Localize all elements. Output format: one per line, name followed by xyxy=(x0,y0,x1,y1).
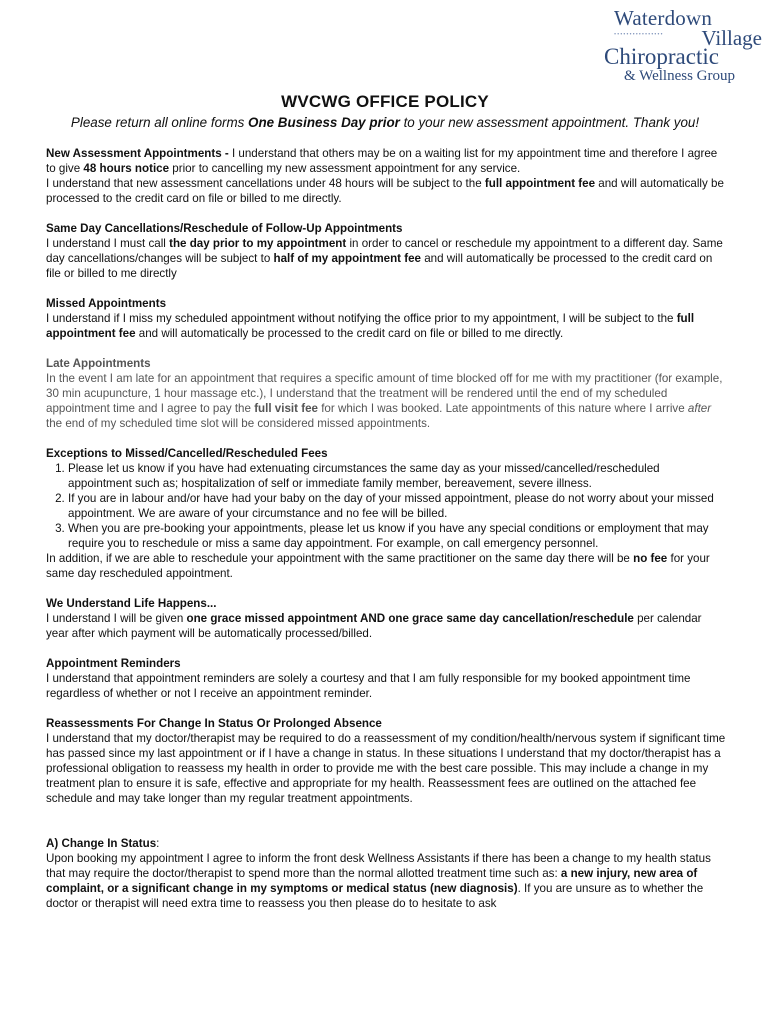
section-heading: Reassessments For Change In Status Or Prolonged Absence xyxy=(46,717,382,730)
page-subtitle: Please return all online forms One Business Day prior to your new assessment appointment. Thank you! xyxy=(70,115,700,130)
section-heading: New Assessment Appointments - xyxy=(46,147,232,160)
section-heading: Exceptions to Missed/Cancelled/Rescheduled Fees xyxy=(46,447,328,460)
exceptions-list xyxy=(46,461,726,551)
section-reminders: Appointment Reminders I understand that appointment reminders are solely a courtesy and that I am fully responsible for my booked appointment time regardless of whether or not I receive an appointment reminder. xyxy=(46,656,726,701)
section-heading: We Understand Life Happens... xyxy=(46,597,217,610)
section-new-assessment: New Assessment Appointments - I understand that others may be on a waiting list for my appointment time and therefore I agree to give 48 hours notice prior to cancelling my new assessment appointment for any service. I understand that new assessment cancellations under 48 hours will be subject to the full appointment fee and will automatically be processed to the credit card on file or billed to me directly. xyxy=(46,147,724,205)
section-heading: Same Day Cancellations/Reschedule of Follow-Up Appointments xyxy=(46,222,403,235)
list-item: 2. If you are in labour and/or have had your baby on the day of your missed appointment, please do not worry about your missed appointment. We are aware of your circumstance and no fee will be billed. xyxy=(68,491,726,521)
section-missed: Missed Appointments I understand if I miss my scheduled appointment without notifying the office prior to my appointment, I will be subject to the full appointment fee and will automatically be processed to the credit card on file or billed to me directly. xyxy=(46,296,726,341)
logo-dots: •••••••••••••••• xyxy=(614,32,664,38)
logo-line-1: Waterdown xyxy=(614,6,713,30)
section-exceptions: Exceptions to Missed/Cancelled/Rescheduled Fees 1. Please let us know if you have had extenuating circumstances the same day as your missed/cancelled/rescheduled appointment such as; hospitalization of self or immediate family member, bereavement, severe illness. 2. If you are in labour and/or have had your baby on the day of your missed appointment, please do not worry about your missed appointment. We are aware of your circumstance and no fee will be billed. 3. When you are pre-booking your appointments, please let us know if you have any special conditions or employment that may require you to reschedule or miss a same day appointment. For example, on call emergency personnel. In addition, if we are able to reschedule your appointment with the same practitioner on the same day there will be no fee for your same day rescheduled appointment. xyxy=(46,446,726,581)
policy-body xyxy=(46,146,726,926)
section-heading: A) Change In Status: xyxy=(46,837,160,850)
section-heading: Missed Appointments xyxy=(46,297,167,310)
logo-line-3: Chiropractic xyxy=(604,44,719,69)
list-item: 1. Please let us know if you have had extenuating circumstances the same day as your missed/cancelled/rescheduled appointment such as; hospitalization of self or immediate family member, bereavement, severe illness. xyxy=(68,461,726,491)
section-heading: Appointment Reminders xyxy=(46,657,181,670)
section-life-happens: We Understand Life Happens... I understand I will be given one grace missed appointment AND one grace same day cancellation/reschedule per calendar year after which payment will be automatically processed/billed. xyxy=(46,596,726,641)
section-reassessments: Reassessments For Change In Status Or Prolonged Absence I understand that my doctor/therapist may be required to do a reassessment of my condition/health/nervous system if significant time has passed since my last appointment or if I have a change in status. In these situations I understand that my doctor/therapist has a professional obligation to reassess my health in order to provide me with the best care possible. This may include a change in my treatment plan to ensure it is safe, effective and appropriate for my health. Reassessment fees are outlined on the attached fee schedule and may take longer than my regular treatment appointments. xyxy=(46,717,726,805)
section-same-day: Same Day Cancellations/Reschedule of Follow-Up Appointments I understand I must call the day prior to my appointment in order to cancel or reschedule my appointment to a different day. Same day cancellations/changes will be subject to half of my appointment fee and will automatically be processed to the credit card on file or billed to me directly xyxy=(46,221,726,281)
logo-line-4: & Wellness Group xyxy=(624,68,736,84)
list-item: 3. When you are pre-booking your appointments, please let us know if you have any special conditions or employment that may require you to reschedule or miss a same day appointment. For example, on call emergency personnel. xyxy=(68,521,726,551)
section-late: Late Appointments In the event I am late for an appointment that requires a specific amount of time blocked off for me with my practitioner (for example, 30 min acupuncture, 1 hour massage etc.), I understand that the treatment will be rendered until the end of my scheduled appointment time and I agree to pay the full visit fee for which I was booked. Late appointments of this nature where I arrive after the end of my scheduled time slot will be considered missed appointments. xyxy=(46,356,726,431)
company-logo xyxy=(602,6,762,86)
section-heading: Late Appointments xyxy=(46,357,151,370)
section-change-in-status: A) Change In Status: Upon booking my appointment I agree to inform the front desk Wellness Assistants if there has been a change to my health status that may require the doctor/therapist to spend more than the normal allotted treatment time such as: a new injury, new area of complaint, or a significant change in my symptoms or medical status (new diagnosis). If you are unsure as to whether the doctor or therapist will need extra time to reassess you then please do to hesitate to ask xyxy=(46,836,726,911)
logo-line-2: Village xyxy=(701,26,762,50)
page-title: WVCWG OFFICE POLICY xyxy=(281,92,489,111)
